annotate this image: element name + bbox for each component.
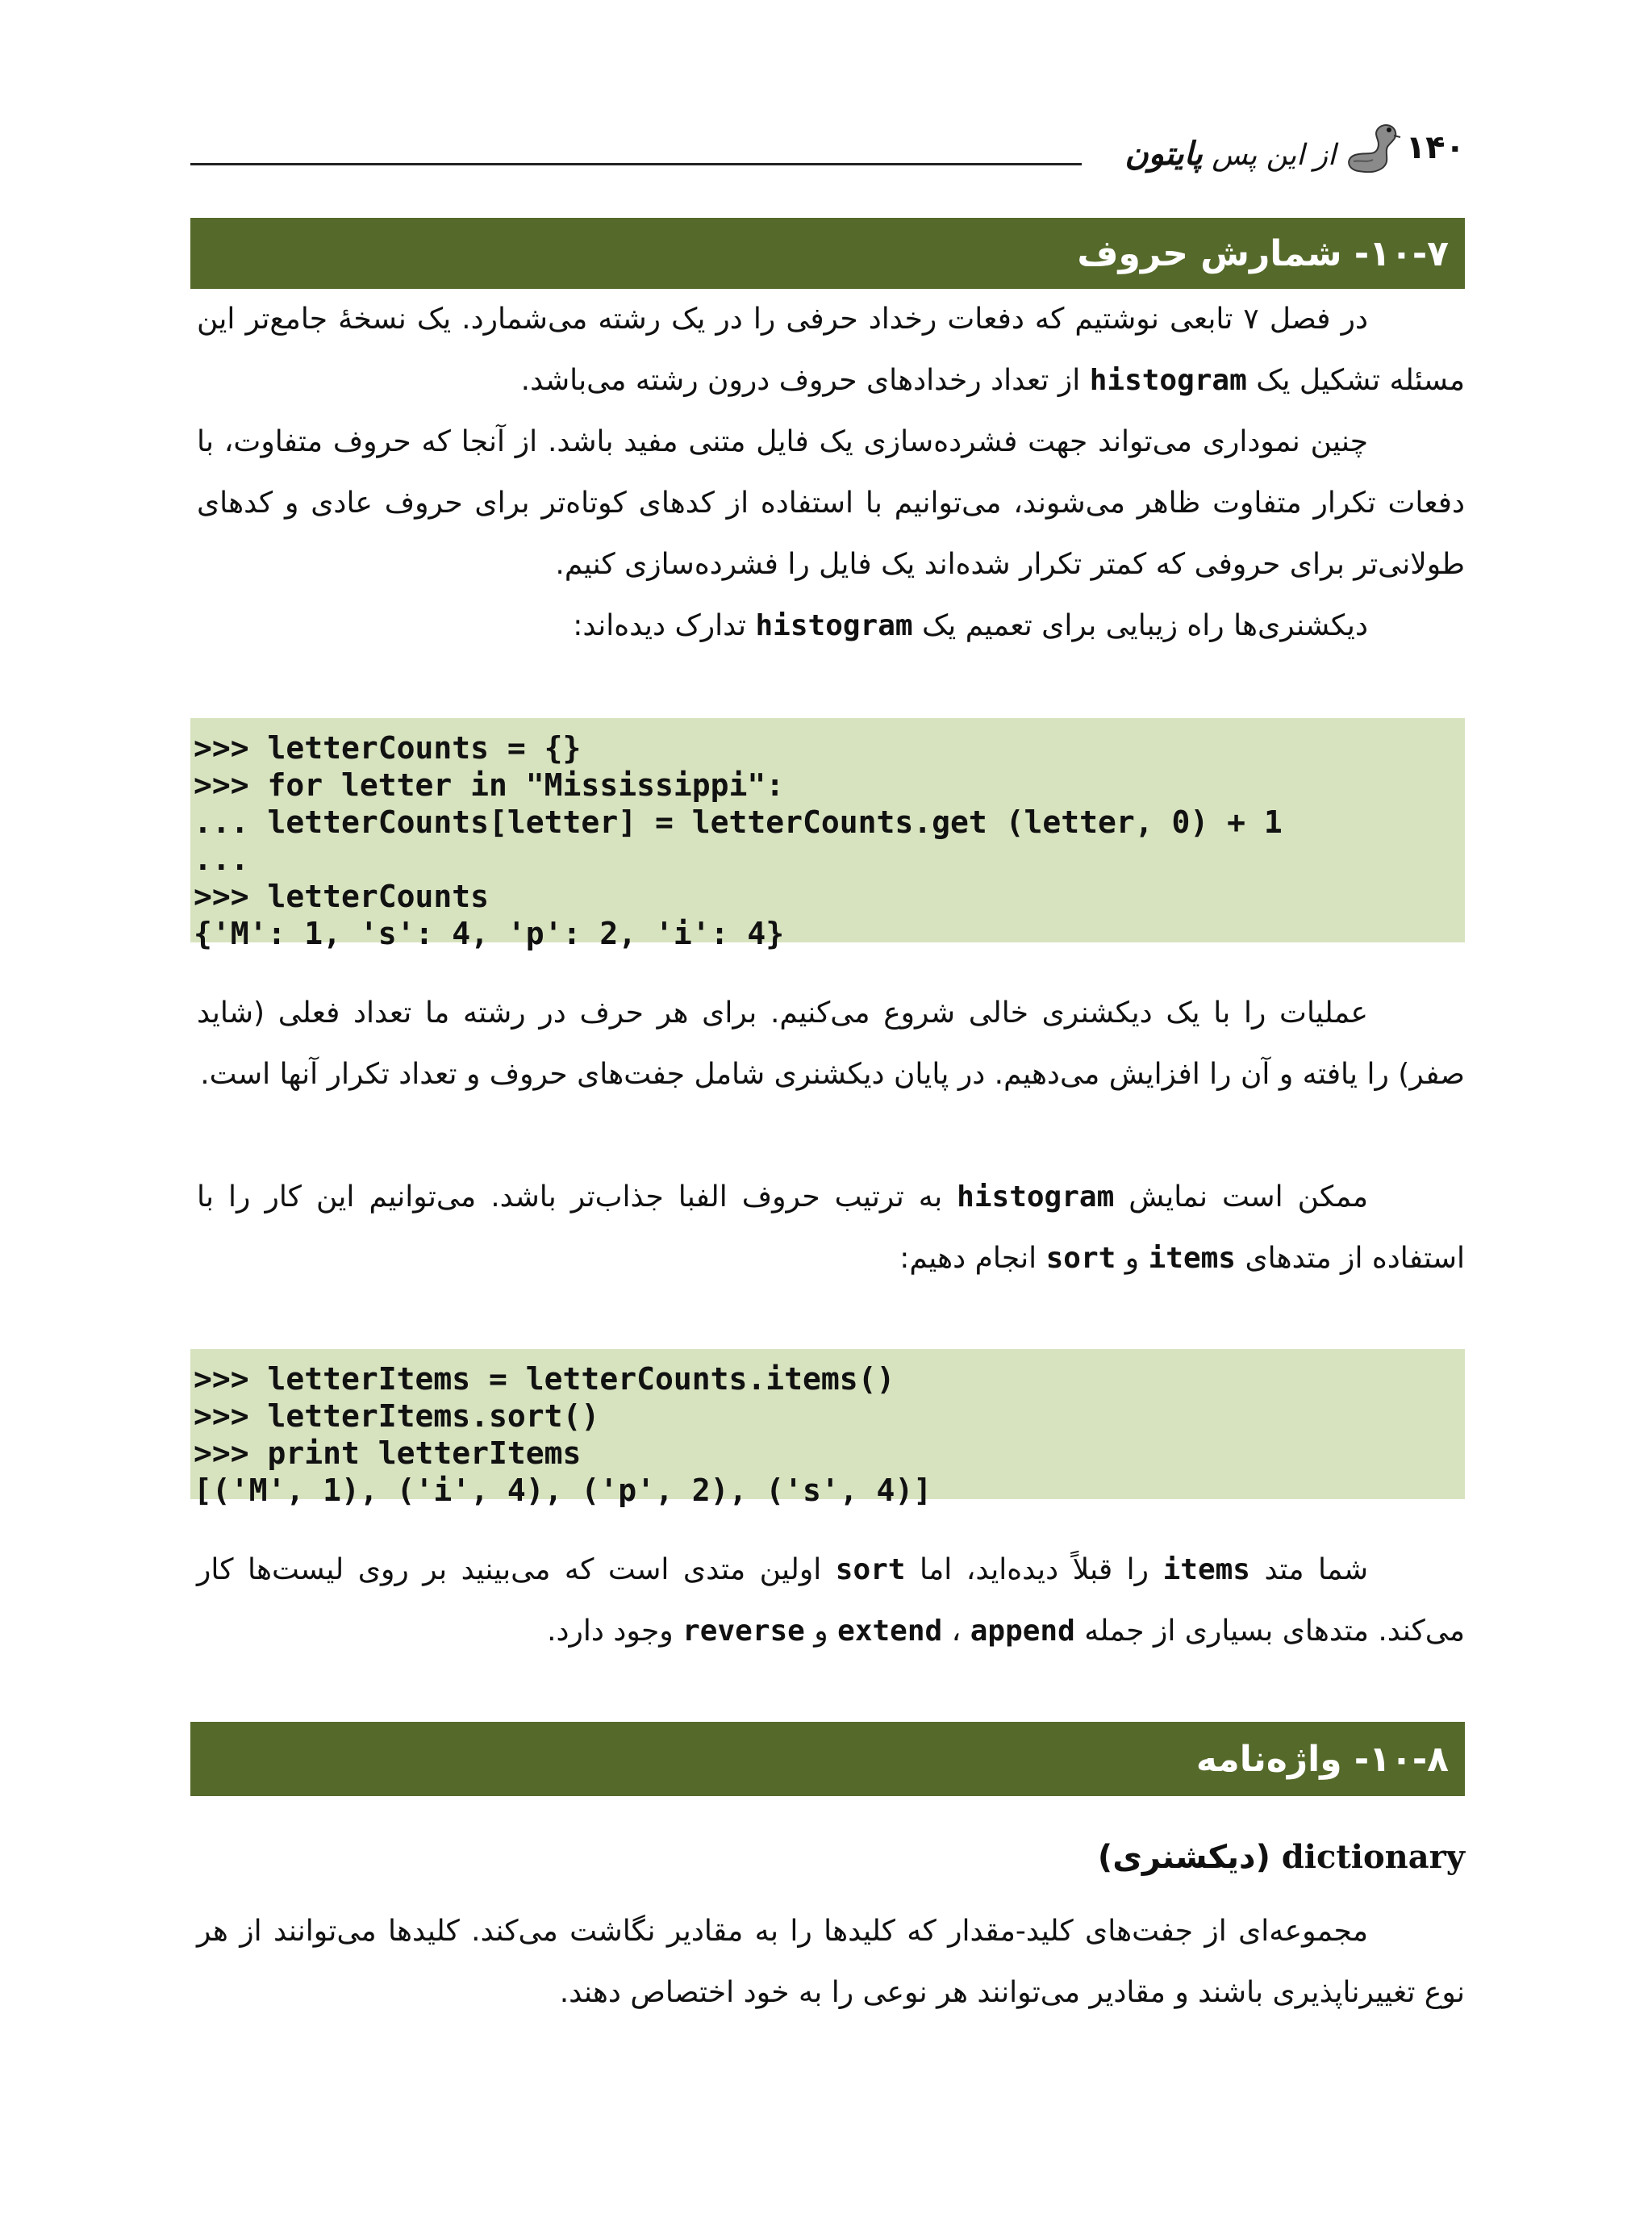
para6-code-2: sort [835,1553,906,1586]
paragraph-6 [197,1539,1465,1662]
paragraph-4 [197,983,1465,1105]
paragraph-2 [197,411,1465,595]
code-line: [('M', 1), ('i', 4), ('p', 2), ('s', 4)] [194,1473,932,1508]
code-block-1 [190,718,1465,951]
code-line: {'M': 1, 's': 4, 'p': 2, 'i': 4} [194,916,785,951]
glossary-term [1098,1838,1465,1876]
page-number: ۱۴۰ [1405,129,1465,166]
book-title-main: پایتون [1124,136,1203,173]
para6-code-4: extend [837,1615,943,1648]
code-line: >>> letterItems = letterCounts.items() [194,1361,895,1397]
header-rule [190,163,1082,165]
para5-text-4: انجام دهیم: [899,1242,1037,1275]
para5-text-1: ممکن است نمایش [1128,1180,1368,1214]
section-title-8: ۱۰-۸- واژه‌نامه [190,1722,1465,1796]
para3-code: histogram [755,609,913,642]
para5-text-3: و [1124,1242,1140,1275]
para3-text-before: دیکشنری‌ها راه زیبایی برای تعمیم یک [922,609,1368,642]
para6-text-5: و [814,1615,828,1648]
para5-code-3: sort [1045,1242,1116,1275]
code-line: >>> letterCounts = {} [194,730,582,766]
para6-code-3: append [970,1615,1075,1648]
para6-text-2: را قبلاً دیده‌اید، اما [920,1553,1149,1586]
para6-text-4: ، [951,1615,962,1648]
para4-text: عملیات را با یک دیکشنری خالی شروع می‌کنیم. برای هر حرف در رشته ما تعداد فعلی (شاید صفر) را یافته و آن را افزایش می‌دهیم. در پایان دیکشنری شامل جفت‌های حروف و تعداد تکرار آنها است. [197,996,1465,1091]
book-title-prefix: از این پس [1212,139,1336,172]
para6-text-1: شما متد [1264,1553,1368,1586]
para6-code-1: items [1162,1553,1250,1586]
para6-text-3: اولین متدی است که می‌بینید بر روی لیست‌ها کار می‌کند. متدهای بسیاری از جمله [197,1553,1465,1648]
code-block-2 [190,1349,1465,1508]
para2-text: چنین نموداری می‌تواند جهت فشرده‌سازی یک فایل متنی مفید باشد. از آنجا که حروف متفاوت، با دفعات تکرار متفاوت ظاهر می‌شوند، می‌توانیم با استفاده از کدهای کوتاه‌تر برای حروف عادی و کدهای طولانی‌تر برای حروفی که کمتر تکرار شده‌اند یک فایل را فشرده‌سازی کنیم. [197,425,1465,581]
glossary-term-en: dictionary [1281,1838,1465,1876]
code-line: ... [194,842,249,877]
glossary-term-fa: (دیکشنری) [1097,1839,1270,1876]
section-title-7: ۱۰-۷- شمارش حروف [190,218,1465,289]
paragraph-5 [197,1167,1465,1289]
code-line: >>> print letterItems [194,1435,582,1471]
para5-text-2: به ترتیب حروف الفبا جذاب‌تر باشد. می‌توانیم این کار را با استفاده از متدهای [197,1180,1465,1275]
glossary-def-text: مجموعه‌ای از جفت‌های کلید-مقدار که کلیدها را به مقادیر نگاشت می‌کند. کلیدها می‌توانند از هر نوع تغییرناپذیری باشند و مقادیر می‌توانند هر نوعی را به خود اختصاص دهند. [197,1915,1465,2009]
paragraph-1 [197,289,1465,411]
code-line: >>> letterItems.sort() [194,1398,600,1434]
book-title [1124,136,1336,173]
para6-code-5: reverse [682,1615,805,1648]
para1-text-before: در فصل ۷ تابعی نوشتیم که دفعات رخداد حرفی را در یک رشته می‌شمارد. یک نسخهٔ جامع‌تر این مسئله تشکیل یک [197,303,1465,397]
para5-code-1: histogram [957,1180,1115,1214]
para1-code: histogram [1089,364,1247,397]
code-line: >>> letterCounts [194,879,490,914]
glossary-definition [197,1901,1465,2024]
page-header [190,121,1465,178]
code-line: >>> for letter in "Mississippi": [194,767,785,803]
python-snake-icon [1342,121,1402,179]
para6-text-6: وجود دارد. [547,1615,674,1648]
para1-text-after: از تعداد رخدادهای حروف درون رشته می‌باشد. [520,364,1081,397]
code-line: ... letterCounts[letter] = letterCounts.get (letter, 0) + 1 [194,804,1283,840]
para5-code-2: items [1148,1242,1236,1275]
para3-text-after: تدارک دیده‌اند: [573,609,747,642]
paragraph-3 [197,595,1465,657]
